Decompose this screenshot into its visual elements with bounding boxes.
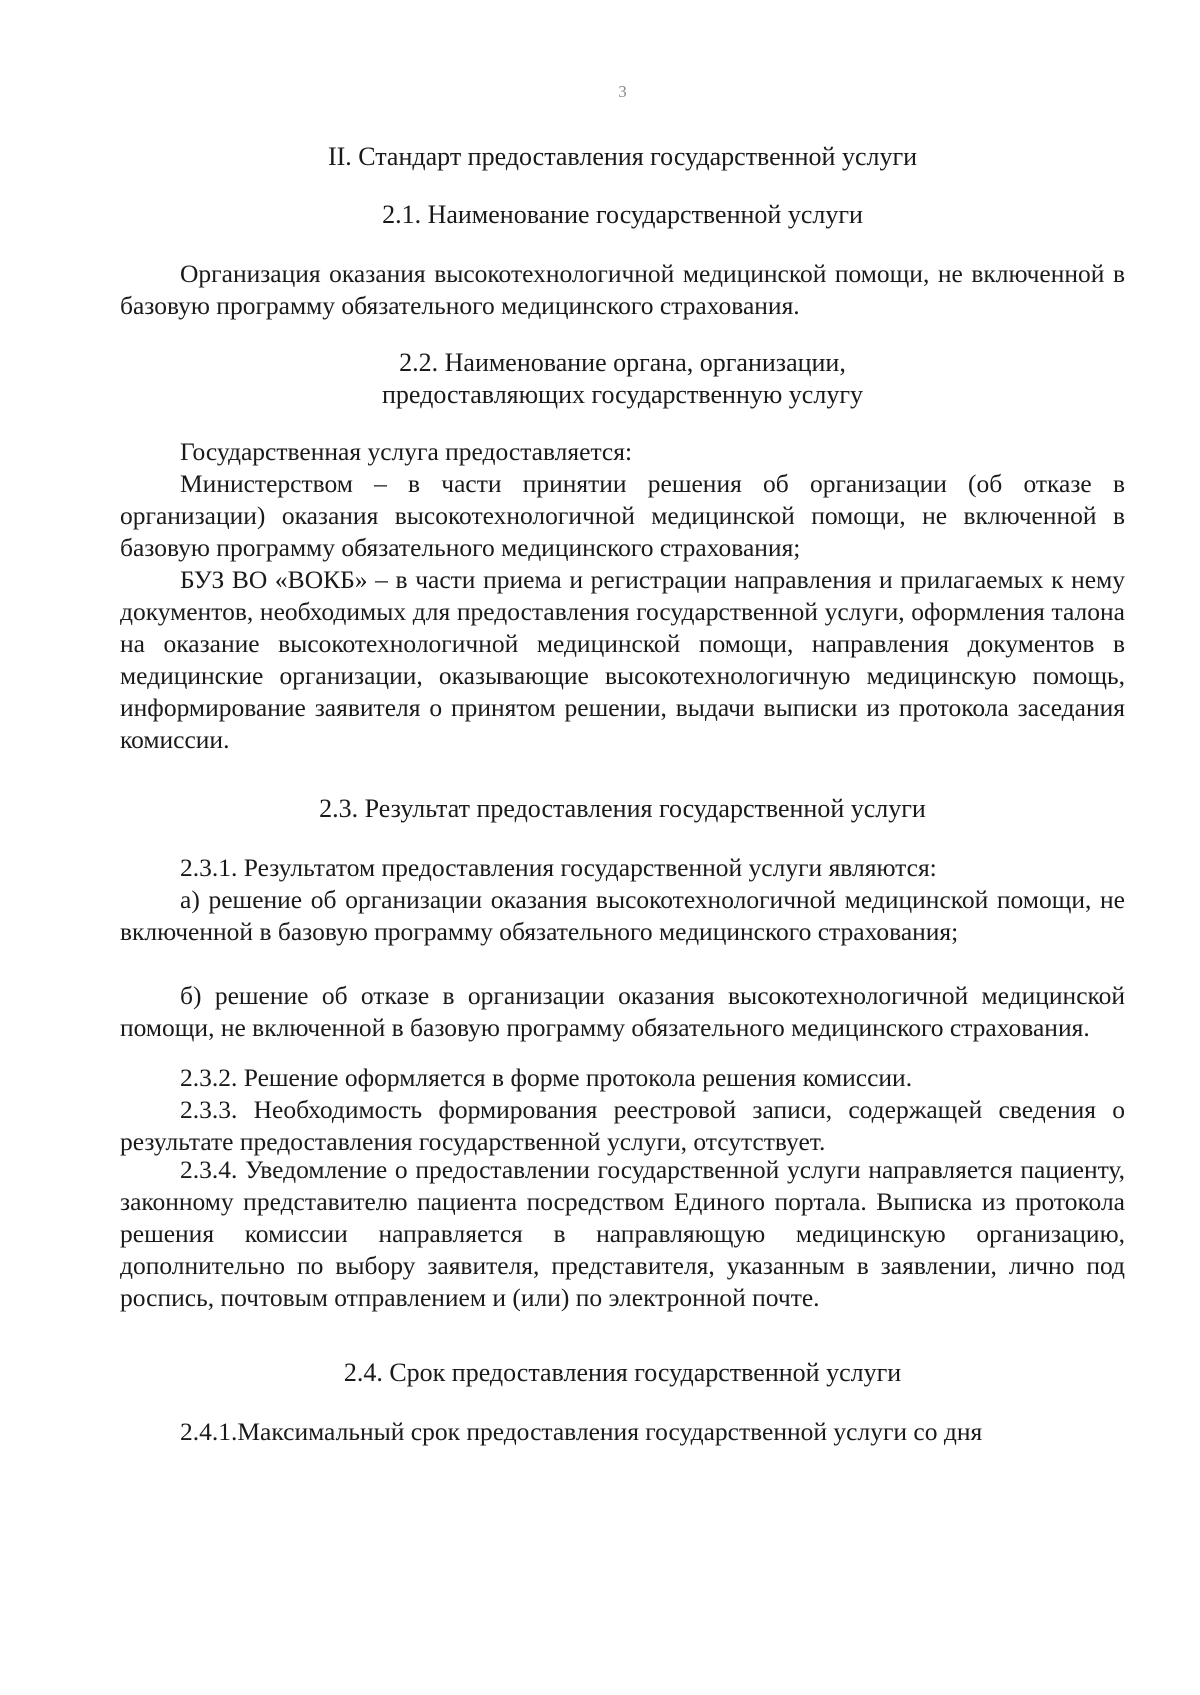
heading-2-2-line1: 2.2. Наименование органа, организации, xyxy=(399,348,846,377)
paragraph-2-3-1-a: а) решение об организации оказания высокотехнологичной медицинской помощи, не включенной в базовую программу обязательного медицинского страхования; xyxy=(120,885,1125,946)
paragraph-2-3-1: 2.3.1. Результатом предоставления государственной услуги являются: xyxy=(180,853,937,882)
document-page xyxy=(120,0,1125,1695)
section-title: II. Стандарт предоставления государственной услуги xyxy=(327,142,918,171)
heading-2-3: 2.3. Результат предоставления государственной услуги xyxy=(319,794,926,823)
paragraph-2-3-1-b: б) решение об отказе в организации оказания высокотехнологичной медицинской помощи, не включенной в базовую программу обязательного медицинского страхования. xyxy=(120,981,1125,1042)
paragraph-2-3-2: 2.3.2. Решение оформляется в форме протокола решения комиссии. xyxy=(180,1063,913,1092)
paragraph-2-2-vokb: БУЗ ВО «ВОКБ» – в части приема и регистрации направления и прилагаемых к нему документов, необходимых для предоставления государственной услуги, оформления талона на оказание высокотехнологичной медицинской помощи, направления документов в медицинские организации, оказывающие высокотехнологичную медицинскую помощь, информирование заявителя о принятом решении, выдачи выписки из протокола заседания комиссии. xyxy=(120,565,1125,754)
paragraph-2-3-3: 2.3.3. Необходимость формирования реестровой записи, содержащей сведения о результате предоставления государственной услуги, отсутствует. xyxy=(120,1095,1125,1156)
heading-2-4: 2.4. Срок предоставления государственной услуги xyxy=(343,1358,902,1387)
page-number: 3 xyxy=(618,82,627,101)
paragraph-2-2-ministry: Министерством – в части принятии решения об организации (об отказе в организации) оказания высокотехнологичной медицинской помощи, не включенной в базовую программу обязательного медицинского страхования; xyxy=(120,469,1125,562)
heading-2-1: 2.1. Наименование государственной услуги xyxy=(382,200,863,229)
paragraph-2-2-intro: Государственная услуга предоставляется: xyxy=(180,437,633,466)
heading-2-2-line2: предоставляющих государственную услугу xyxy=(382,380,863,409)
paragraph-2-1: Организация оказания высокотехнологичной медицинской помощи, не включенной в базовую программу обязательного медицинского страхования. xyxy=(120,259,1125,320)
paragraph-2-4-1: 2.4.1.Максимальный срок предоставления государственной услуги со дня xyxy=(180,1417,983,1446)
paragraph-2-3-4: 2.3.4. Уведомление о предоставлении государственной услуги направляется пациенту, законному представителю пациента посредством Единого портала. Выписка из протокола решения комиссии направляется в направляющую медицинскую организацию, дополнительно по выбору заявителя, представителя, указанным в заявлении, лично под роспись, почтовым отправлением и (или) по электронной почте. xyxy=(120,1155,1125,1312)
